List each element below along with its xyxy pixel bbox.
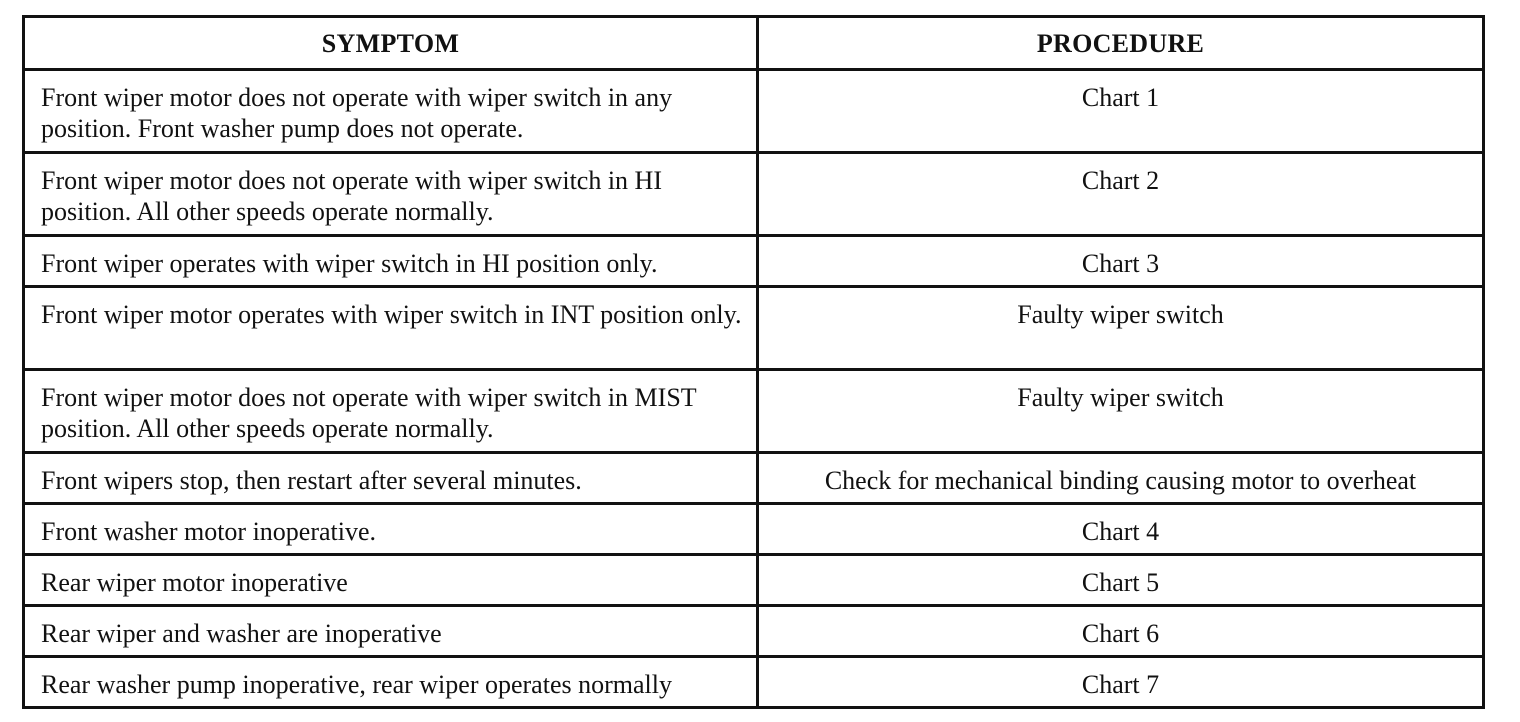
table-row bbox=[24, 555, 1484, 606]
procedure-cell: Faulty wiper switch bbox=[758, 370, 1484, 453]
procedure-column-header: PROCEDURE bbox=[758, 17, 1484, 70]
table-row bbox=[24, 236, 1484, 287]
symptom-cell: Front wiper motor does not operate with wiper switch in any position. Front washer pump does not operate. bbox=[24, 70, 758, 153]
table-row bbox=[24, 70, 1484, 153]
table-row bbox=[24, 453, 1484, 504]
symptom-cell: Rear wiper and washer are inoperative bbox=[24, 606, 758, 657]
table-header-row bbox=[24, 17, 1484, 70]
procedure-cell: Chart 6 bbox=[758, 606, 1484, 657]
procedure-cell: Faulty wiper switch bbox=[758, 287, 1484, 370]
symptom-cell: Rear wiper motor inoperative bbox=[24, 555, 758, 606]
symptom-cell: Front wipers stop, then restart after several minutes. bbox=[24, 453, 758, 504]
table-row bbox=[24, 504, 1484, 555]
symptom-cell: Front washer motor inoperative. bbox=[24, 504, 758, 555]
procedure-cell: Chart 7 bbox=[758, 657, 1484, 708]
table-row bbox=[24, 606, 1484, 657]
table-row bbox=[24, 287, 1484, 370]
procedure-cell: Chart 2 bbox=[758, 153, 1484, 236]
table-row bbox=[24, 657, 1484, 708]
symptom-cell: Front wiper motor operates with wiper switch in INT position only. bbox=[24, 287, 758, 370]
procedure-cell: Chart 5 bbox=[758, 555, 1484, 606]
symptom-cell: Rear washer pump inoperative, rear wiper operates normally bbox=[24, 657, 758, 708]
table-row bbox=[24, 370, 1484, 453]
symptom-cell: Front wiper operates with wiper switch in HI position only. bbox=[24, 236, 758, 287]
procedure-cell: Chart 3 bbox=[758, 236, 1484, 287]
procedure-cell: Chart 1 bbox=[758, 70, 1484, 153]
table-row bbox=[24, 153, 1484, 236]
procedure-cell: Chart 4 bbox=[758, 504, 1484, 555]
procedure-cell: Check for mechanical binding causing motor to overheat bbox=[758, 453, 1484, 504]
symptom-cell: Front wiper motor does not operate with wiper switch in MIST position. All other speeds operate normally. bbox=[24, 370, 758, 453]
symptom-column-header: SYMPTOM bbox=[24, 17, 758, 70]
symptom-cell: Front wiper motor does not operate with wiper switch in HI position. All other speeds operate normally. bbox=[24, 153, 758, 236]
symptom-procedure-table bbox=[22, 15, 1485, 709]
